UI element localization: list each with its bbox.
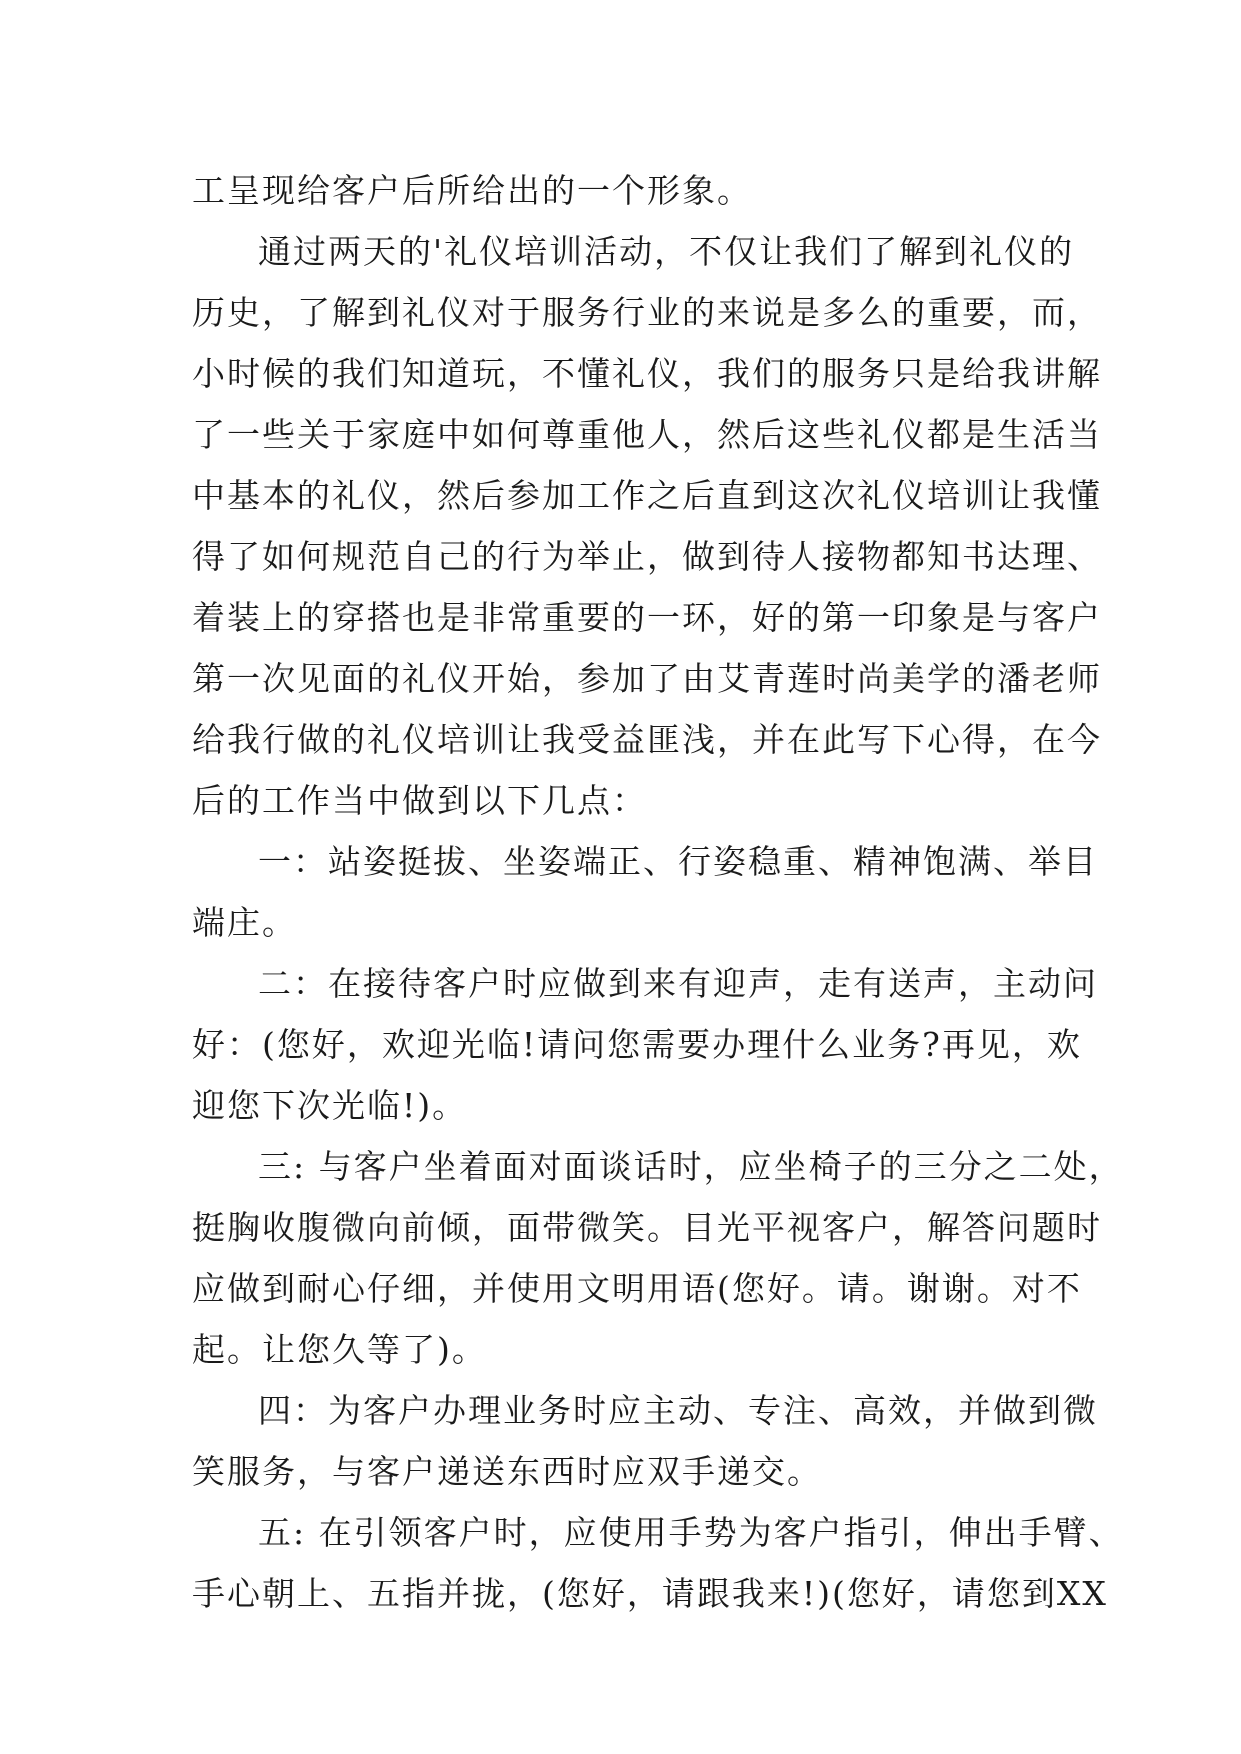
list-item-two: 二：在接待客户时应做到来有迎声，走有送声，主动问: [258, 964, 1098, 1003]
text-line: 挺胸收腹微向前倾，面带微笑。目光平视客户，解答问题时: [192, 1208, 1102, 1247]
list-item-three: 三: 与客户坐着面对面谈话时，应坐椅子的三分之二处，: [258, 1147, 1124, 1186]
text-line: 端庄。: [192, 903, 297, 942]
text-line: 笑服务，与客户递送东西时应双手递交。: [192, 1452, 822, 1491]
text-line: 着装上的穿搭也是非常重要的一环，好的第一印象是与客户: [192, 598, 1102, 637]
text-line: 后的工作当中做到以下几点：: [192, 781, 647, 820]
text-line: 工呈现给客户后所给出的一个形象。: [192, 171, 752, 210]
text-line: 给我行做的礼仪培训让我受益匪浅，并在此写下心得，在今: [192, 720, 1102, 759]
document-body: [192, 160, 1124, 1624]
text-line: 迎您下次光临!)。: [192, 1086, 468, 1125]
list-item-five: 五: 在引领客户时，应使用手势为客户指引，伸出手臂、: [258, 1513, 1124, 1552]
text-line: 历史，了解到礼仪对于服务行业的来说是多么的重要，而，: [192, 293, 1102, 332]
paragraph-start-line: 通过两天的'礼仪培训活动，不仅让我们了解到礼仪的: [258, 232, 1075, 271]
text-line: 第一次见面的礼仪开始，参加了由艾青莲时尚美学的潘老师: [192, 659, 1102, 698]
list-item-one: 一：站姿挺拔、坐姿端正、行姿稳重、精神饱满、举目: [258, 842, 1098, 881]
text-line: 了一些关于家庭中如何尊重他人，然后这些礼仪都是生活当: [192, 415, 1102, 454]
text-line: 得了如何规范自己的行为举止，做到待人接物都知书达理、: [192, 537, 1102, 576]
list-item-four: 四：为客户办理业务时应主动、专注、高效，并做到微: [258, 1391, 1098, 1430]
text-line: 小时候的我们知道玩，不懂礼仪，我们的服务只是给我讲解: [192, 354, 1102, 393]
text-line: 手心朝上、五指并拢，(您好，请跟我来!)(您好，请您到XX: [192, 1574, 1108, 1613]
text-line: 应做到耐心仔细，并使用文明用语(您好。请。谢谢。对不: [192, 1269, 1082, 1308]
text-line: 好：(您好，欢迎光临!请问您需要办理什么业务?再见，欢: [192, 1025, 1082, 1064]
text-line: 起。让您久等了)。: [192, 1330, 487, 1369]
text-line: 中基本的礼仪，然后参加工作之后直到这次礼仪培训让我懂: [192, 476, 1102, 515]
